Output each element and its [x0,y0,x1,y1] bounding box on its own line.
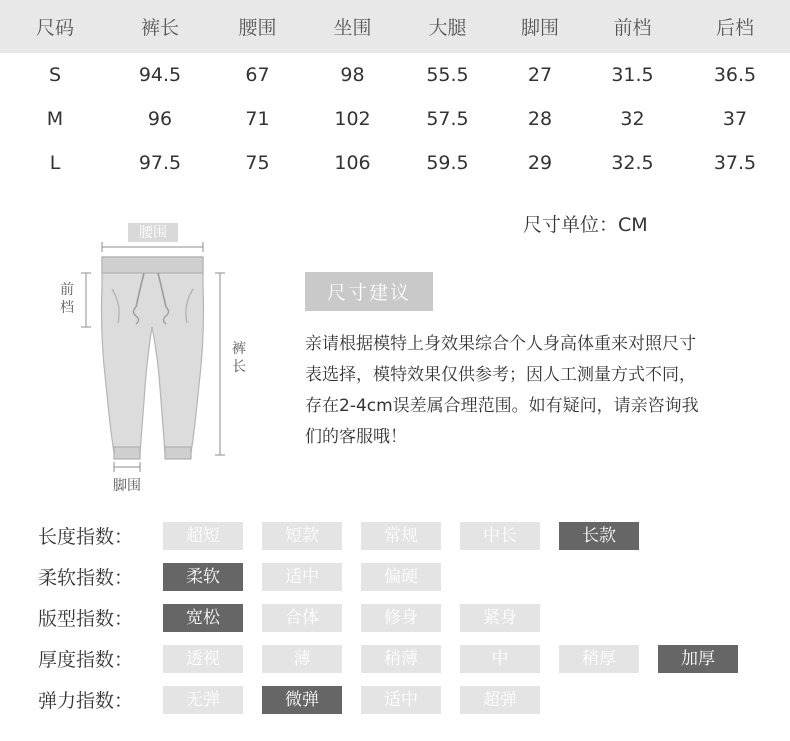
table-cell: 32 [620,108,645,130]
index-chart [38,515,768,720]
front-rise-label-1: 前 [60,282,74,298]
index-chip: 偏硬 [361,563,441,591]
table-header-cell: 大腿 [428,17,467,39]
index-chip: 薄 [262,645,342,673]
index-label: 弹力指数： [38,690,134,712]
table-header-cell: 坐围 [333,17,372,39]
pant-length-label-2: 长 [232,359,246,375]
table-cell: 59.5 [426,152,469,174]
index-chip: 适中 [262,563,342,591]
index-chip-selected: 宽松 [163,604,243,632]
unit-note: 尺寸单位：CM [523,214,648,236]
table-header-cell: 裤长 [140,17,179,39]
index-chip: 中长 [460,522,540,550]
index-row-length [38,515,768,556]
table-cell: 67 [245,64,270,86]
table-cell: 37 [722,108,748,130]
index-label: 长度指数： [38,526,134,548]
table-header-cell: 尺码 [35,17,74,39]
table-row [0,97,790,141]
index-chip-selected: 长款 [559,522,639,550]
index-chip: 常规 [361,522,441,550]
table-row [0,141,790,185]
waistband [102,257,203,273]
table-header-row [0,0,790,53]
table-cell: 29 [527,152,553,174]
index-chip: 无弹 [163,686,243,714]
index-chip: 紧身 [460,604,540,632]
index-chip-selected: 加厚 [658,645,738,673]
index-label: 厚度指数： [38,649,134,671]
table-header-cell: 后档 [715,17,754,39]
table-cell: 71 [245,108,270,130]
index-chip: 合体 [262,604,342,632]
size-advice-title: 尺寸建议 [305,272,433,311]
table-header-cell: 前档 [613,17,652,39]
table-cell: S [48,64,62,86]
index-chip: 透视 [163,645,243,673]
table-cell: 98 [340,64,365,86]
index-chip: 稍厚 [559,645,639,673]
index-chip: 修身 [361,604,441,632]
pant-length-label-1: 裤 [232,341,246,357]
index-chip: 稍薄 [361,645,441,673]
index-row-softness [38,556,768,597]
index-row-elasticity [38,679,768,720]
table-cell: 37.5 [713,152,757,174]
table-cell: 75 [245,152,270,174]
ankle-label: 脚围 [113,478,141,494]
index-chip: 中 [460,645,540,673]
table-cell: 57.5 [426,108,469,130]
waist-label: 腰围 [139,225,167,241]
cuff-right [165,447,191,459]
table-cell: 36.5 [713,64,757,86]
pants-shape [102,257,204,453]
index-chip-selected: 微弹 [262,686,342,714]
index-chip: 超弹 [460,686,540,714]
index-row-fit [38,597,768,638]
table-cell: M [46,108,64,130]
table-cell: 96 [147,108,173,130]
index-chip: 适中 [361,686,441,714]
table-row [0,53,790,97]
table-header-cell: 脚围 [520,17,559,39]
index-label: 柔软指数： [38,567,134,589]
cuff-left [114,447,140,459]
ankle-measure-line [114,462,140,472]
size-advice-panel [305,272,725,453]
table-header-cell: 腰围 [238,17,277,39]
size-table [0,0,790,185]
table-cell: 27 [527,64,553,86]
table-cell: 32.5 [611,152,654,174]
front-rise-label-2: 档 [60,300,74,316]
front-rise-measure-line [81,273,91,327]
table-cell: 55.5 [426,64,469,86]
index-label: 版型指数： [38,608,134,630]
table-cell: 106 [334,152,371,174]
table-cell: 102 [334,108,371,130]
index-chip: 超短 [163,522,243,550]
size-advice-body: 亲请根据模特上身效果综合个人身高体重来对照尺寸表选择，模特效果仅供参考；因人工测量方式不同，存在2-4cm误差属合理范围。如有疑问，请亲咨询我们的客服哦！ [305,334,699,447]
index-chip: 短款 [262,522,342,550]
pant-length-measure-line [215,273,225,455]
pants-measurement-diagram [40,215,300,505]
table-cell: 31.5 [611,64,654,86]
table-cell: L [49,152,61,174]
index-chip-selected: 柔软 [163,563,243,591]
table-cell: 97.5 [138,152,182,174]
waist-measure-line [102,242,203,252]
table-cell: 94.5 [138,64,182,86]
table-cell: 28 [527,108,553,130]
index-row-thickness [38,638,768,679]
